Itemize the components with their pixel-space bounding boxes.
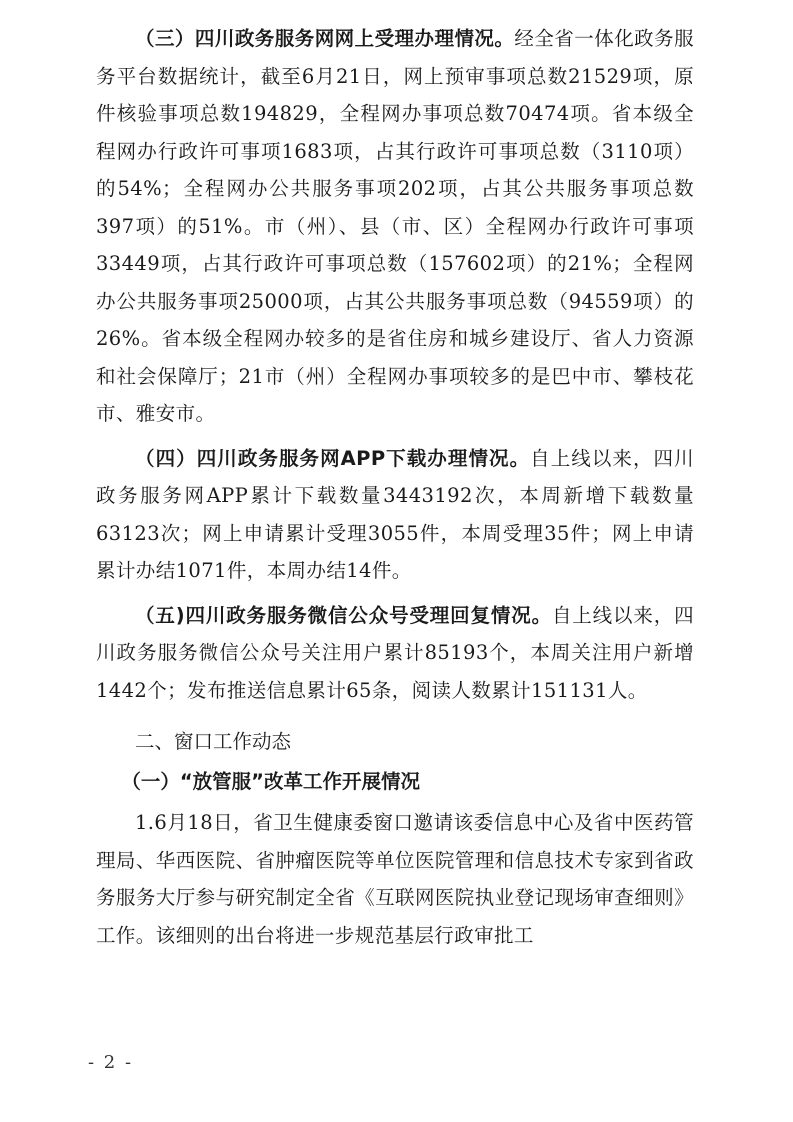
subsection-heading-reform: （一）“放管服”改革工作开展情况	[121, 769, 420, 793]
section-body: 自上线以来，四川政务服务微信公众号关注用户累计85193个，本周关注用户新增1442个；发布推送信息累计65条，阅读人数累计151131人。	[96, 603, 694, 702]
section-body: 自上线以来，四川政务服务网APP累计下载数量3443192次，本周新增下载数量63123次；网上申请累计受理3055件，本周受理35件；网上申请累计办结1071件，本周办结14件。	[96, 446, 694, 582]
section-lead: （四）四川政务服务网APP下载办理情况。	[135, 446, 531, 470]
section-app-download	[96, 440, 694, 590]
section-heading-window-work: 二、窗口工作动态	[135, 730, 292, 753]
section-body: 经全省一体化政务服务平台数据统计，截至6月21日，网上预审事项总数21529项，原件核验事项总数194829，全程网办事项总数70474项。省本级全程网办行政许可事项1683项，占其行政许可事项总数（3110项）的54%；全程网办公共服务事项202项，占其公共服务事项总数397项）的51%。市（州）、县（市、区）全程网办行政许可事项33449项，占其行政许可事项总数（157602项）的21%；全程网办公共服务事项25000项，占其公共服务事项总数（94559项）的26%。省本级全程网办较多的是省住房和城乡建设厅、省人力资源和社会保障厅；21市（州）全程网办事项较多的是巴中市、攀枝花市、雅安市。	[96, 27, 694, 425]
page-number: - 2 -	[88, 1052, 134, 1073]
section-lead: （三）四川政务服务网网上受理办理情况。	[135, 27, 515, 50]
section-lead: （五)四川政务服务微信公众号受理回复情况。	[135, 603, 552, 627]
list-item: 1.6月18日，省卫生健康委窗口邀请该委信息中心及省中医药管理局、华西医院、省肿瘤医院等单位医院管理和信息技术专家到省政务服务大厅参与研究制定全省《互联网医院执业登记现场审查细则》工作。该细则的出台将进一步规范基层行政审批工	[96, 811, 694, 947]
section-online-processing	[96, 20, 694, 433]
section-wechat-account	[96, 597, 694, 710]
document-page	[96, 20, 694, 954]
